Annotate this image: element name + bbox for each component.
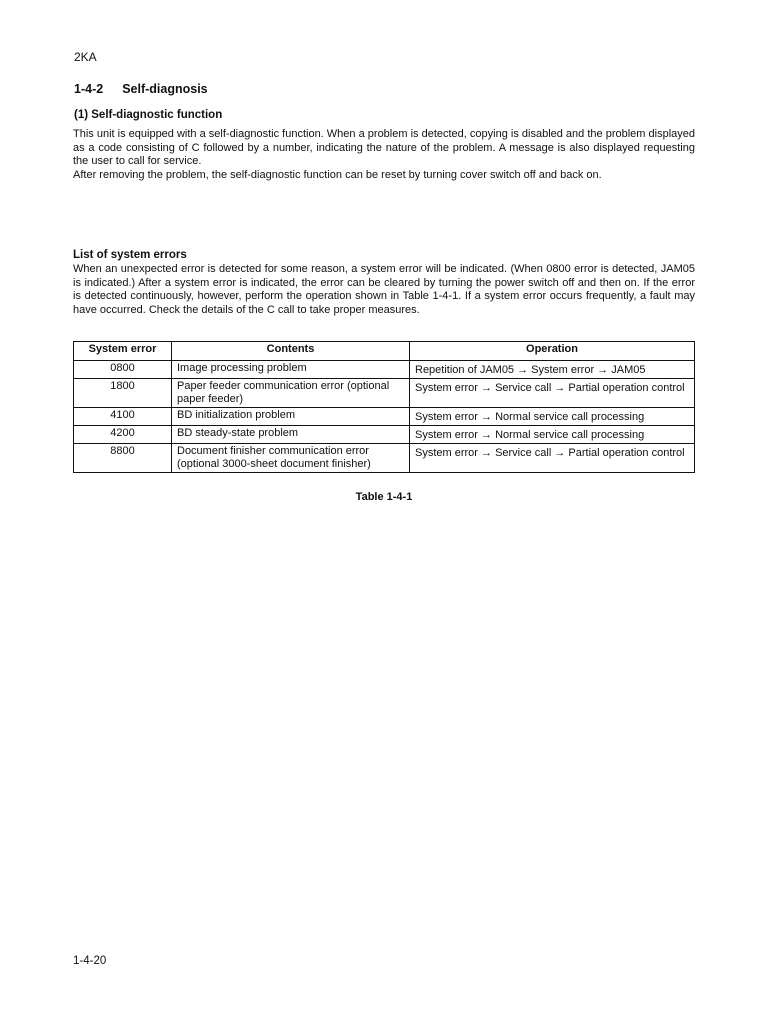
operation-cell: System error → Normal service call processing — [410, 408, 695, 426]
table-row — [74, 379, 695, 408]
table-row — [74, 361, 695, 379]
error-code-cell: 4100 — [74, 408, 172, 426]
table-row — [74, 408, 695, 426]
table-row — [74, 426, 695, 444]
header-system-error: System error — [74, 342, 172, 361]
contents-cell: BD steady-state problem — [172, 426, 410, 444]
system-error-table — [73, 341, 695, 473]
reset-paragraph: After removing the problem, the self-diagnostic function can be reset by turning cover switch off and back on. — [73, 169, 602, 181]
contents-cell: Document finisher communication error (optional 3000-sheet document finisher) — [172, 444, 410, 473]
operation-cell: Repetition of JAM05 → System error → JAM05 — [410, 361, 695, 379]
header-contents: Contents — [172, 342, 410, 361]
operation-cell: System error → Service call → Partial operation control — [410, 444, 695, 473]
contents-cell: Image processing problem — [172, 361, 410, 379]
error-code-cell: 8800 — [74, 444, 172, 473]
section-number: 1-4-2 — [74, 82, 104, 96]
section-heading — [74, 82, 208, 96]
table-header-row — [74, 342, 695, 361]
operation-cell: System error → Service call → Partial operation control — [410, 379, 695, 408]
intro-paragraph: This unit is equipped with a self-diagnostic function. When a problem is detected, copying is disabled and the problem displayed as a code consisting of C followed by a number, indicating the nature of the problem. A message is also displayed requesting the user to call for service. — [73, 128, 695, 168]
subsection-title: (1) Self-diagnostic function — [74, 109, 223, 121]
operation-cell: System error → Normal service call processing — [410, 426, 695, 444]
system-errors-paragraph: When an unexpected error is detected for some reason, a system error will be indicated. (When 0800 error is detected, JAM05 is indicated.) After a system error is indicated, the error can be cleared by turning the power switch off and then on. If the error is detected continuously, however, perform the operation shown in Table 1-4-1. If a system error occurs frequently, a fault may have occurred. Check the details of the C call to take proper measures. — [73, 263, 695, 316]
table-row — [74, 444, 695, 473]
table-caption: Table 1-4-1 — [355, 491, 413, 503]
contents-cell: Paper feeder communication error (optional paper feeder) — [172, 379, 410, 408]
system-errors-title: List of system errors — [73, 249, 187, 261]
model-code: 2KA — [74, 50, 97, 64]
contents-cell: BD initialization problem — [172, 408, 410, 426]
error-code-cell: 4200 — [74, 426, 172, 444]
page-number: 1-4-20 — [73, 955, 107, 967]
header-operation: Operation — [410, 342, 695, 361]
error-code-cell: 0800 — [74, 361, 172, 379]
error-code-cell: 1800 — [74, 379, 172, 408]
section-title: Self-diagnosis — [122, 82, 208, 96]
